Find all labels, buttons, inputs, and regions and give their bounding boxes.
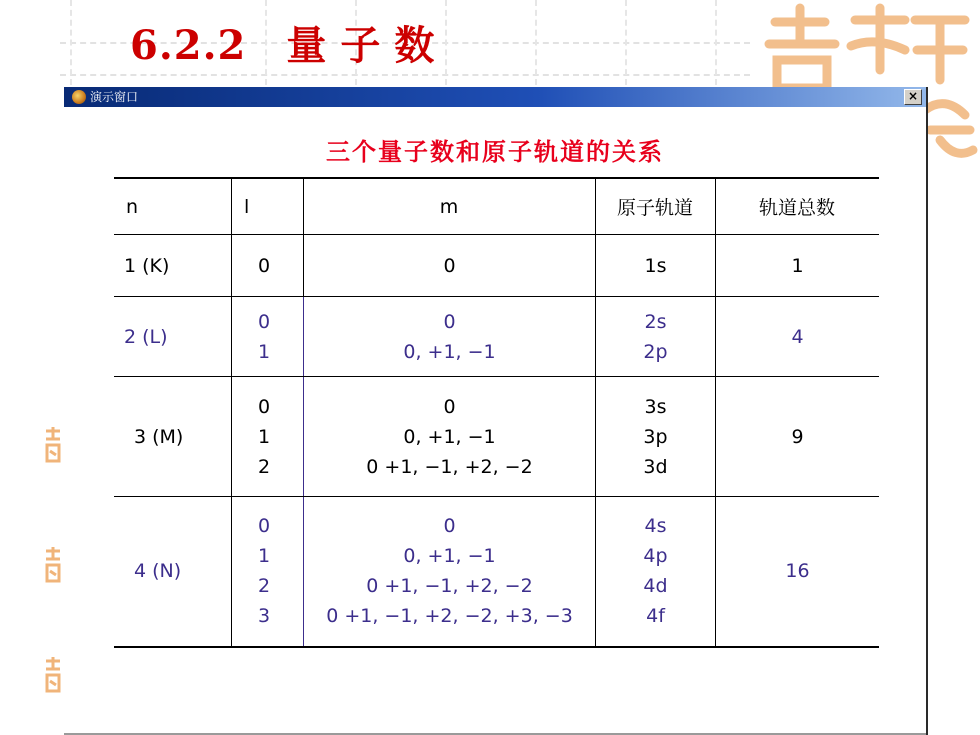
orbital-value: 4d: [643, 575, 668, 598]
app-icon: [72, 90, 86, 104]
table-row: [114, 235, 879, 297]
slide-title: [130, 14, 448, 71]
total-cell: 9: [716, 377, 880, 497]
table-row: [114, 297, 879, 377]
background-guide-line: [535, 0, 537, 85]
decorative-stamp-icon: [42, 655, 64, 695]
m-cell: [304, 497, 596, 647]
orbital-value: 2p: [643, 340, 668, 363]
background-guide-line: [70, 0, 72, 85]
table-title: 三个量子数和原子轨道的关系: [326, 138, 664, 166]
m-cell: 0: [304, 235, 596, 297]
orbital-cell: [596, 297, 716, 377]
table-row: [114, 377, 879, 497]
header-n: n: [114, 178, 232, 235]
orbital-cell: [596, 497, 716, 647]
m-value: 0 +1, −1, +2, −2: [366, 575, 533, 598]
close-button[interactable]: ×: [904, 89, 922, 105]
orbital-value: 3p: [643, 425, 668, 448]
total-cell: 16: [716, 497, 880, 647]
total-cell: 4: [716, 297, 880, 377]
background-guide-line: [715, 0, 717, 85]
l-value: 1: [258, 340, 271, 363]
orbital-cell: 1s: [596, 235, 716, 297]
m-value: 0 +1, −1, +2, −2: [366, 455, 533, 478]
l-value: 0: [258, 310, 271, 333]
section-title: 量子数: [286, 22, 449, 69]
header-total: 轨道总数: [716, 178, 880, 235]
decorative-stamp-icon: [42, 545, 64, 585]
m-value: 0: [443, 310, 456, 333]
l-value: 0: [258, 515, 271, 538]
l-cell: [232, 297, 304, 377]
demo-window: [64, 87, 928, 735]
orbital-value: 4f: [646, 605, 665, 628]
m-cell: [304, 297, 596, 377]
orbital-cell: [596, 377, 716, 497]
m-value: 0: [443, 515, 456, 538]
header-m: m: [304, 178, 596, 235]
orbital-value: 3s: [644, 395, 667, 418]
table-header-row: [114, 178, 879, 235]
l-value: 3: [258, 605, 271, 628]
l-value: 1: [258, 425, 271, 448]
shell-cell: 1 (K): [114, 235, 232, 297]
section-number: 6.2.2: [130, 22, 247, 69]
quantum-number-table: [114, 177, 879, 648]
l-value: 2: [258, 575, 271, 598]
orbital-value: 4s: [644, 515, 667, 538]
header-l: l: [232, 178, 304, 235]
l-value: 0: [258, 395, 271, 418]
m-value: 0, +1, −1: [403, 545, 496, 568]
m-value: 0: [443, 395, 456, 418]
m-value: 0, +1, −1: [403, 425, 496, 448]
l-cell: 0: [232, 235, 304, 297]
shell-cell: 3 (M): [114, 377, 232, 497]
table-row: [114, 497, 879, 647]
m-value: 0, +1, −1: [403, 340, 496, 363]
orbital-value: 3d: [643, 455, 668, 478]
window-title: 演示窗口: [90, 90, 139, 104]
orbital-value: 2s: [644, 310, 667, 333]
orbital-value: 4p: [643, 545, 668, 568]
total-cell: 1: [716, 235, 880, 297]
decorative-stamp-icon: [42, 425, 64, 465]
m-value: 0 +1, −1, +2, −2, +3, −3: [326, 605, 573, 628]
background-guide-line: [60, 74, 750, 76]
background-guide-line: [625, 0, 627, 85]
l-cell: [232, 497, 304, 647]
m-cell: [304, 377, 596, 497]
l-value: 2: [258, 455, 271, 478]
shell-cell: 2 (L): [114, 297, 232, 377]
l-value: 1: [258, 545, 271, 568]
l-cell: [232, 377, 304, 497]
window-titlebar[interactable]: [64, 87, 926, 107]
shell-cell: 4 (N): [114, 497, 232, 647]
header-orbital: 原子轨道: [596, 178, 716, 235]
